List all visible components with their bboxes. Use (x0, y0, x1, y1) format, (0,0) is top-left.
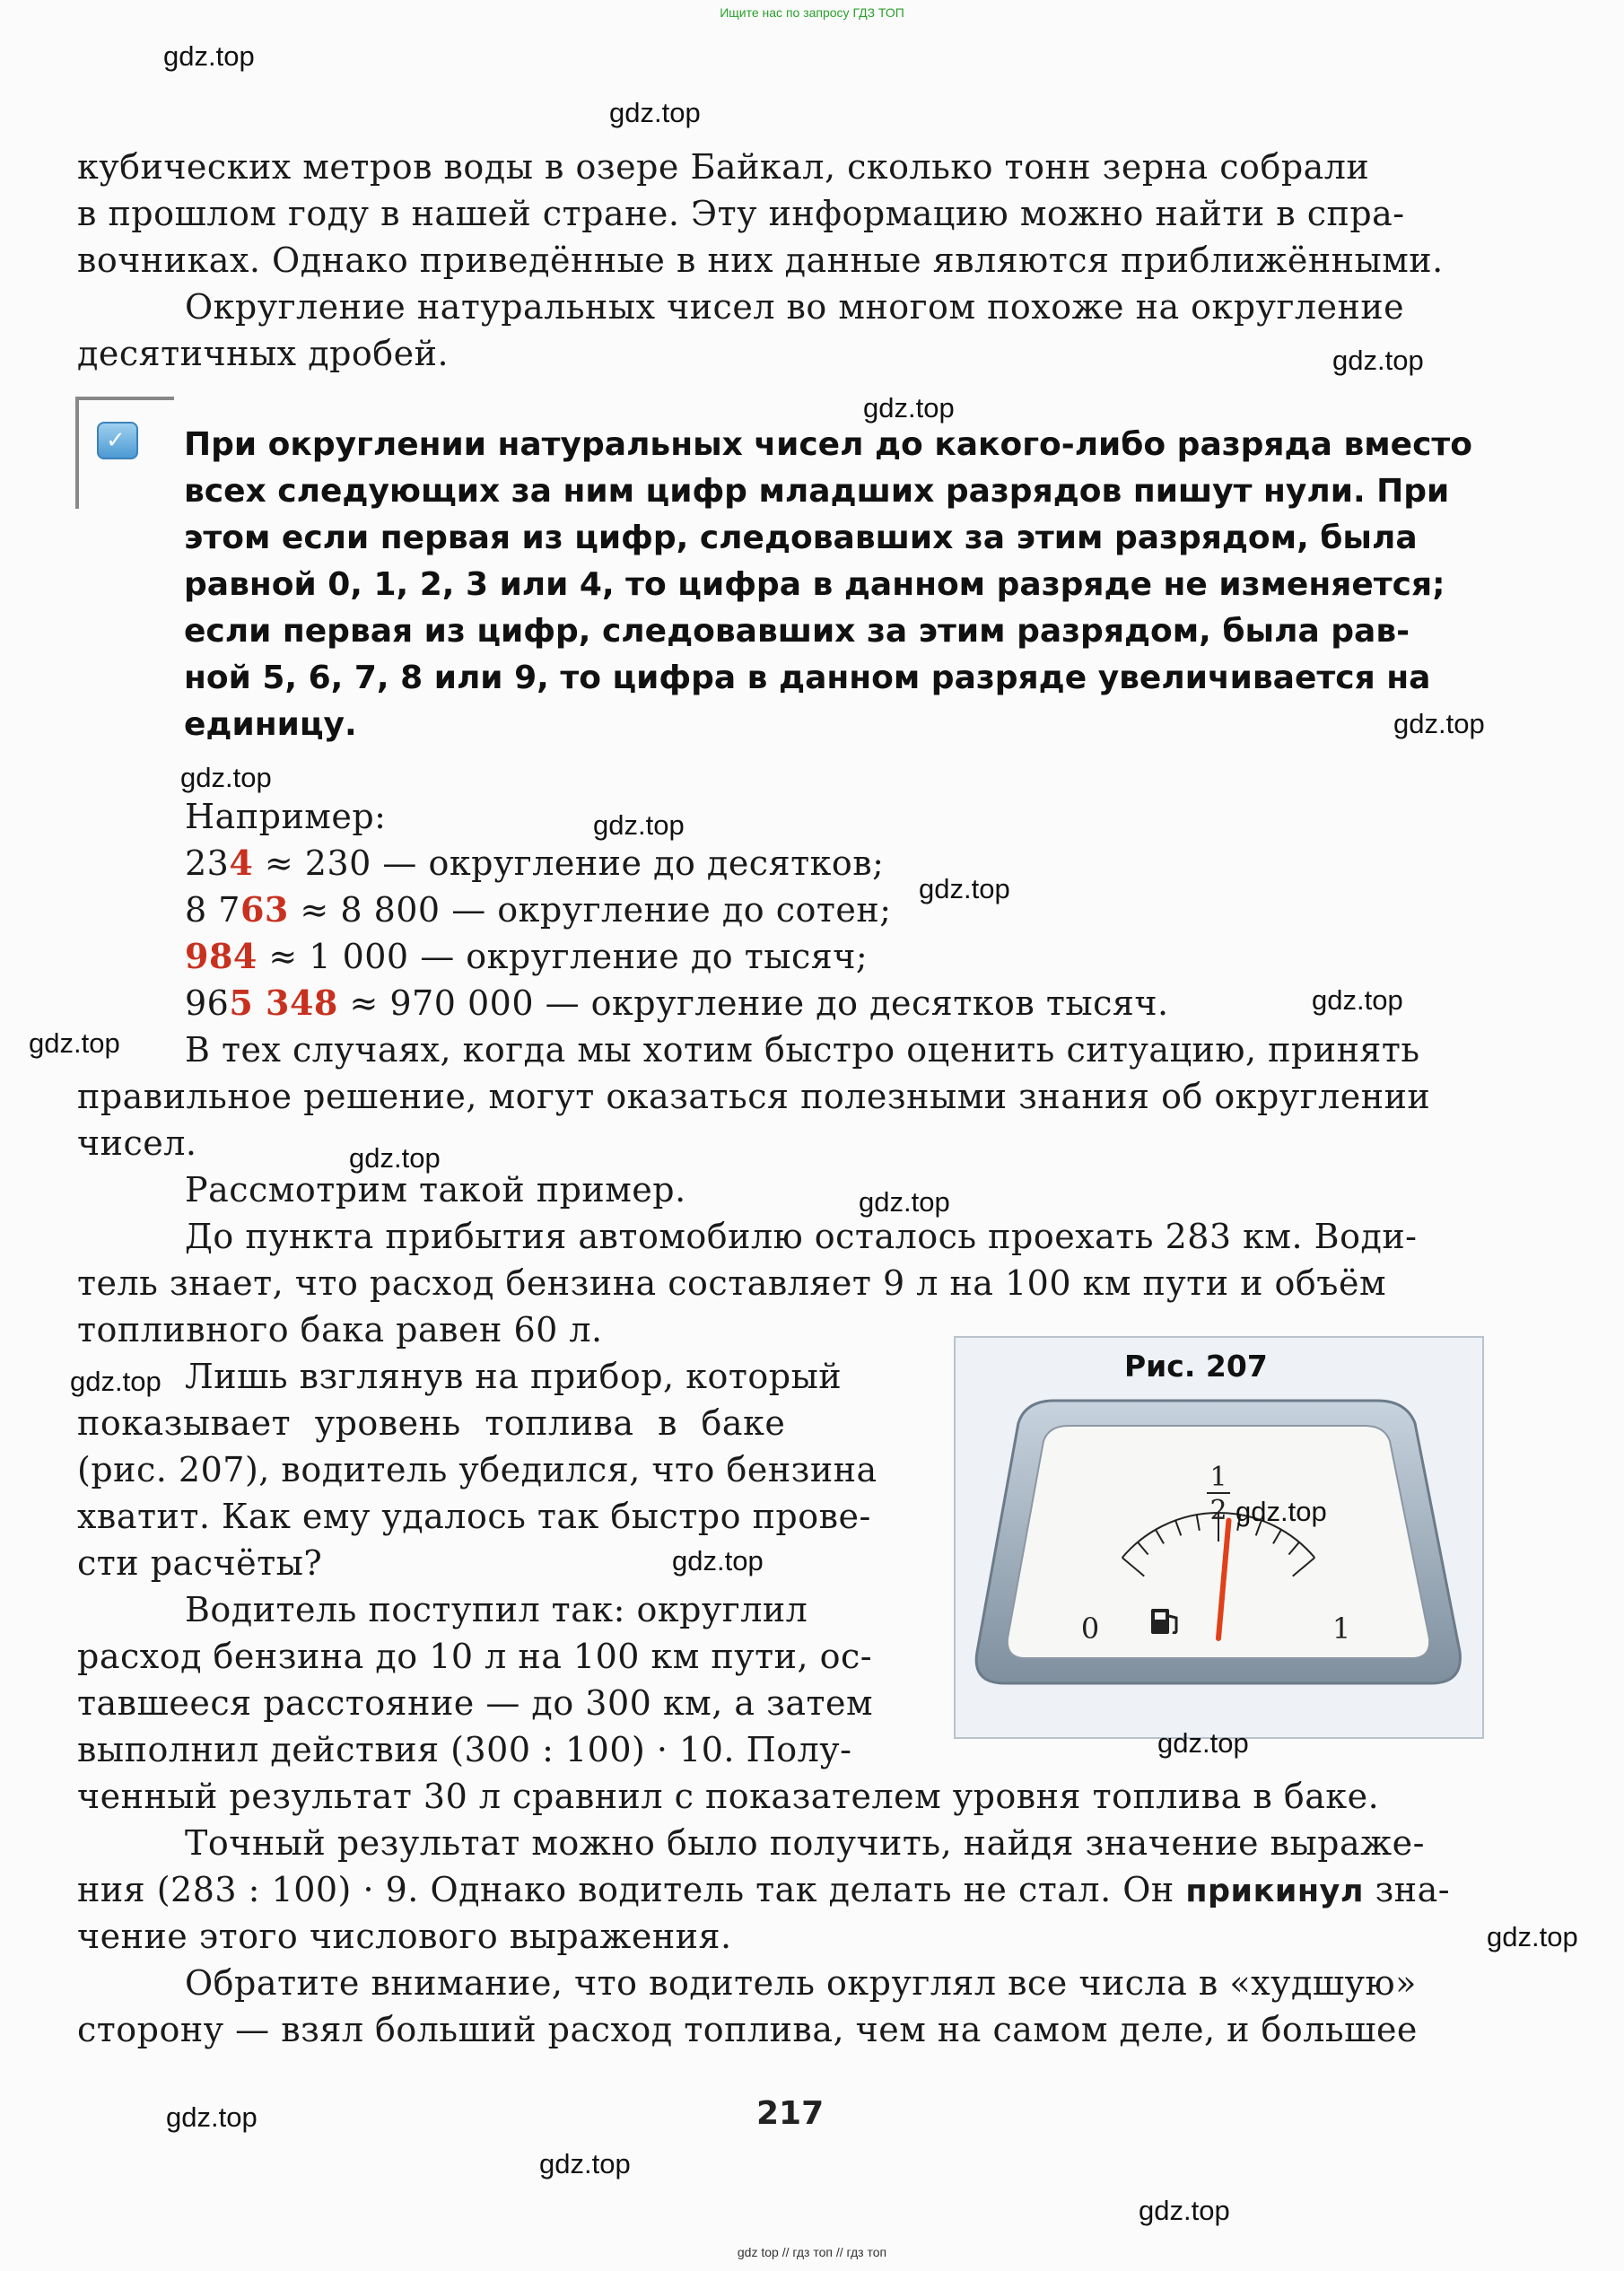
text-line: кубических метров воды в озере Байкал, сколько тонн зерна собрали (77, 147, 1370, 187)
rule-line: равной 0, 1, 2, 3 или 4, то цифра в данном разряде не изменяется; (184, 566, 1445, 603)
watermark: gdz.top (919, 873, 1010, 904)
watermark: gdz.top (539, 2148, 631, 2179)
text-line: правильное решение, могут оказаться полезными знания об округлении (77, 1077, 1431, 1116)
text-line: топливного бака равен 60 л. (77, 1310, 603, 1349)
text-line: Округление натуральных чисел во многом похоже на округление (185, 287, 1405, 327)
text-line: Рассмотрим такой пример. (185, 1170, 686, 1210)
text-line: Точный результат можно было получить, найдя значение выраже- (185, 1823, 1425, 1863)
text-line: Лишь взглянув на прибор, который (185, 1357, 843, 1396)
watermark: gdz.top (863, 392, 955, 424)
half-denominator: 2 (1209, 1495, 1227, 1526)
fuel-gauge (956, 1338, 1482, 1737)
watermark: gdz.top (1235, 1496, 1327, 1527)
watermark: gdz.top (593, 809, 685, 841)
watermark: gdz.top (163, 40, 255, 72)
text-line: сторону — взял больший расход топлива, чем на самом деле, и большее (77, 2010, 1418, 2049)
text-line: десятичных дробей. (77, 334, 450, 373)
watermark: gdz.top (859, 1186, 950, 1218)
rule-line: если первая из цифр, следовавших за этим разрядом, была рав- (184, 613, 1410, 650)
example-line: 8 763 ≈ 8 800 — округление до сотен; (185, 889, 892, 930)
watermark: gdz.top (166, 2101, 258, 2133)
text-line: в прошлом году в нашей стране. Эту информацию можно найти в спра- (77, 194, 1405, 233)
text-line: тавшееся расстояние — до 300 км, а затем (77, 1683, 874, 1723)
watermark: gdz.top (1332, 345, 1424, 376)
text-line: хватит. Как ему удалось так быстро прове- (77, 1497, 871, 1536)
rule-line: единицу. (184, 706, 357, 743)
gauge-label-full: 1 (1332, 1612, 1351, 1646)
rule-line: При округлении натуральных чисел до какого-либо разряда вместо (184, 426, 1473, 463)
text-line: сти расчёты? (77, 1543, 323, 1583)
text-line: вочниках. Однако приведённые в них данные являются приближёнными. (77, 240, 1444, 280)
checkmark-icon: ✓ (97, 422, 138, 459)
watermark: gdz.top (1139, 2195, 1230, 2226)
text-line: расход бензина до 10 л на 100 км пути, ос- (77, 1637, 873, 1676)
text-line: Водитель поступил так: округлил (185, 1590, 808, 1629)
text-line: (рис. 207), водитель убедился, что бензина (77, 1450, 877, 1489)
text-line: чение этого числового выражения. (77, 1917, 732, 1956)
text-line: чисел. (77, 1123, 197, 1163)
rule-line: этом если первая из цифр, следовавших за этим разрядом, была (184, 520, 1418, 556)
bold-word: прикинул (1185, 1874, 1364, 1909)
text-line: Обратите внимание, что водитель округлял все числа в «худшую» (185, 1963, 1417, 2003)
text-line: В тех случаях, когда мы хотим быстро оценить ситуацию, принять (185, 1030, 1420, 1070)
text-line: До пункта прибытия автомобилю осталось проехать 283 км. Води- (185, 1217, 1418, 1256)
watermark: gdz.top (609, 97, 701, 128)
half-numerator: 1 (1209, 1462, 1227, 1493)
rule-bracket (75, 397, 174, 400)
figure-caption: Рис. 207 (1124, 1349, 1268, 1384)
gauge-label-empty: 0 (1080, 1612, 1100, 1646)
example-line: 984 ≈ 1 000 — округление до тысяч; (185, 936, 869, 976)
rule-line: всех следующих за ним цифр младших разрядов пишут нули. При (184, 473, 1450, 510)
page-number: 217 (756, 2095, 825, 2132)
top-banner[interactable]: Ищите нас по запросу ГДЗ ТОП (720, 5, 904, 20)
watermark: gdz.top (349, 1142, 441, 1174)
text-line: ченный результат 30 л сравнил с показателем уровня топлива в баке. (77, 1777, 1380, 1816)
example-line: 965 348 ≈ 970 000 — округление до десятков тысяч. (185, 983, 1169, 1023)
text-line: выполнил действия (300 : 100) · 10. Полу- (77, 1730, 852, 1769)
text-line: тель знает, что расход бензина составляет 9 л на 100 км пути и объём (77, 1263, 1386, 1303)
watermark: gdz.top (70, 1366, 162, 1397)
rule-bracket (75, 397, 79, 509)
text-line: ния (283 : 100) · 9. Однако водитель так делать не стал. Он прикинул зна- (77, 1870, 1451, 1909)
examples-heading: Например: (185, 797, 387, 836)
watermark: gdz.top (1312, 984, 1403, 1016)
text-line: показывает уровень топлива в баке (77, 1403, 786, 1443)
bottom-banner[interactable]: gdz top // гдз топ // гдз топ (737, 2245, 887, 2259)
figure-207 (954, 1336, 1484, 1739)
watermark: gdz.top (1393, 708, 1485, 739)
example-line: 234 ≈ 230 — округление до десятков; (185, 843, 885, 883)
watermark: gdz.top (180, 762, 272, 793)
watermark: gdz.top (1487, 1921, 1578, 1952)
rule-line: ной 5, 6, 7, 8 или 9, то цифра в данном разряде увеличивается на (184, 659, 1431, 696)
watermark: gdz.top (1157, 1727, 1249, 1759)
watermark: gdz.top (672, 1545, 764, 1577)
watermark: gdz.top (29, 1027, 120, 1059)
